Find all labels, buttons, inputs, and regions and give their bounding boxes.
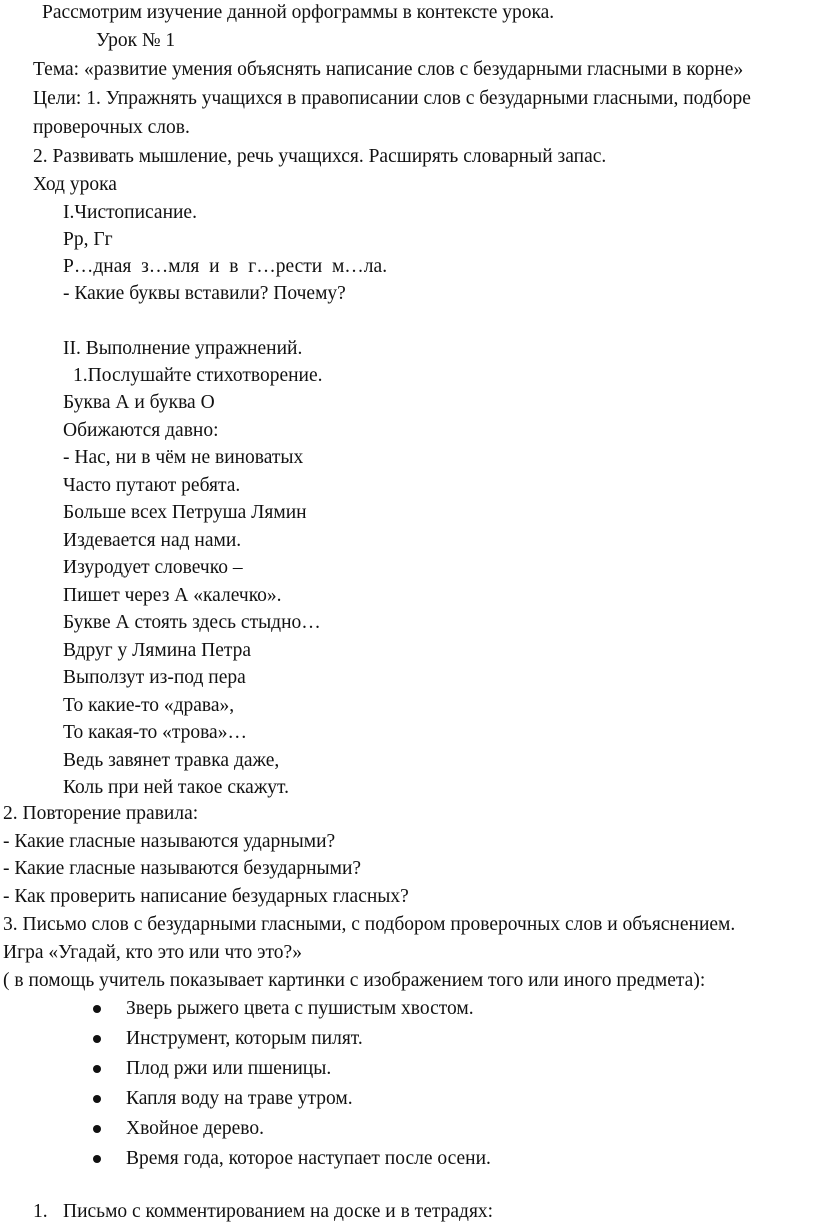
lesson-number: Урок № 1: [96, 30, 176, 51]
bullet-icon: [93, 1005, 101, 1013]
riddle-item: Инструмент, которым пилят.: [126, 1028, 363, 1049]
poem-line: Вдруг у Лямина Петра: [63, 640, 252, 661]
poem-line: Ведь завянет травка даже,: [63, 750, 280, 771]
poem-line: Изуродует словечко –: [63, 557, 243, 578]
section-1-question: - Какие буквы вставили? Почему?: [63, 283, 346, 304]
bullet-icon: [93, 1035, 101, 1043]
bullet-icon: [93, 1155, 101, 1163]
course-heading: Ход урока: [33, 174, 117, 195]
section-2-title: II. Выполнение упражнений.: [63, 338, 303, 359]
poem-line: Выползут из-под пера: [63, 667, 246, 688]
poem-line: Обижаются давно:: [63, 420, 219, 441]
riddle-item: Время года, которое наступает после осени.: [126, 1148, 491, 1169]
poem-line: Издевается над нами.: [63, 530, 242, 551]
rule-review-title: 2. Повторение правила:: [3, 803, 199, 824]
poem-line: То какая-то «трова»…: [63, 722, 247, 743]
intro-line: Рассмотрим изучение данной орфограммы в контексте урока.: [42, 2, 555, 23]
lesson-topic: Тема: «развитие умения объяснять написание слов с безударными гласными в корне»: [33, 59, 744, 80]
goals-line-1: Цели: 1. Упражнять учащихся в правописании слов с безударными гласными, подборе: [33, 88, 751, 109]
section-1-phrase: Р…дная з…мля и в г…рести м…ла.: [63, 256, 388, 277]
writing-title: 3. Письмо слов с безударными гласными, с подбором проверочных слов и объяснением.: [3, 914, 736, 935]
goals-line-2: проверочных слов.: [33, 117, 190, 138]
poem-line: Пишет через А «калечко».: [63, 585, 282, 606]
rule-question: - Как проверить написание безударных гласных?: [3, 886, 409, 907]
final-item-number: 1.: [33, 1201, 48, 1222]
goals-line-3: 2. Развивать мышление, речь учащихся. Расширять словарный запас.: [33, 146, 607, 167]
rule-question: - Какие гласные называются ударными?: [3, 831, 336, 852]
poem-line: Буква А и буква О: [63, 392, 215, 413]
section-2-task-1: 1.Послушайте стихотворение.: [73, 365, 323, 386]
poem-line: Часто путают ребята.: [63, 475, 241, 496]
game-note: ( в помощь учитель показывает картинки с изображением того или иного предмета):: [3, 970, 706, 991]
riddle-item: Капля воду на траве утром.: [126, 1088, 353, 1109]
final-item-text: Письмо с комментированием на доске и в тетрадях:: [63, 1201, 494, 1222]
bullet-icon: [93, 1065, 101, 1073]
poem-line: Больше всех Петруша Лямин: [63, 502, 307, 523]
game-title: Игра «Угадай, кто это или что это?»: [3, 942, 302, 963]
poem-line: - Нас, ни в чём не виноватых: [63, 447, 304, 468]
section-1-letters: Рр, Гг: [63, 229, 113, 250]
poem-line: То какие-то «драва»,: [63, 695, 235, 716]
bullet-icon: [93, 1125, 101, 1133]
poem-line: Коль при ней такое скажут.: [63, 777, 289, 798]
bullet-icon: [93, 1095, 101, 1103]
riddle-item: Плод ржи или пшеницы.: [126, 1058, 332, 1079]
poem-line: Букве А стоять здесь стыдно…: [63, 612, 321, 633]
section-1-title: I.Чистописание.: [63, 202, 197, 223]
riddle-item: Хвойное дерево.: [126, 1118, 264, 1139]
rule-question: - Какие гласные называются безударными?: [3, 858, 362, 879]
riddle-item: Зверь рыжего цвета с пушистым хвостом.: [126, 998, 474, 1019]
